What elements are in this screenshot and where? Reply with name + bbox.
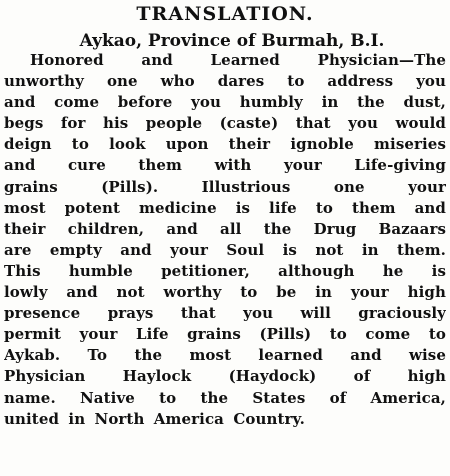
article-dateline: Aykao, Province of Burmah, B.I. (79, 31, 385, 51)
body-line: Honored and Learned Physician—The (30, 51, 446, 69)
body-line: presence prays that you will graciously (4, 304, 446, 323)
body-line: Physician Haylock (Haydock) of high (4, 367, 446, 386)
body-line: permit your Life grains (Pills) to come to (4, 325, 446, 344)
body-line: lowly and not worthy to be in your high (4, 283, 446, 302)
body-line: united in North America Country. (4, 409, 305, 428)
body-line: This humble petitioner, although he is (4, 261, 446, 280)
article-body (4, 50, 446, 430)
body-line: Aykab. To the most learned and wise (4, 346, 446, 365)
body-line: their children, and all the Drug Bazaars (4, 219, 446, 238)
body-line: name. Native to the States of America, (4, 388, 446, 407)
body-line: most potent medicine is life to them and (4, 198, 446, 217)
body-line: and cure them with your Life-giving (4, 156, 446, 175)
body-line: are empty and your Soul is not in them. (4, 240, 446, 259)
body-line: and come before you humbly in the dust, (4, 93, 446, 112)
article-title: TRANSLATION. (136, 3, 314, 25)
body-line: begs for his people (caste) that you would (4, 114, 446, 133)
body-line: deign to look upon their ignoble miseries (4, 135, 446, 154)
body-line: grains (Pills). Illustrious one your (4, 177, 446, 196)
body-line: unworthy one who dares to address you (4, 72, 446, 91)
